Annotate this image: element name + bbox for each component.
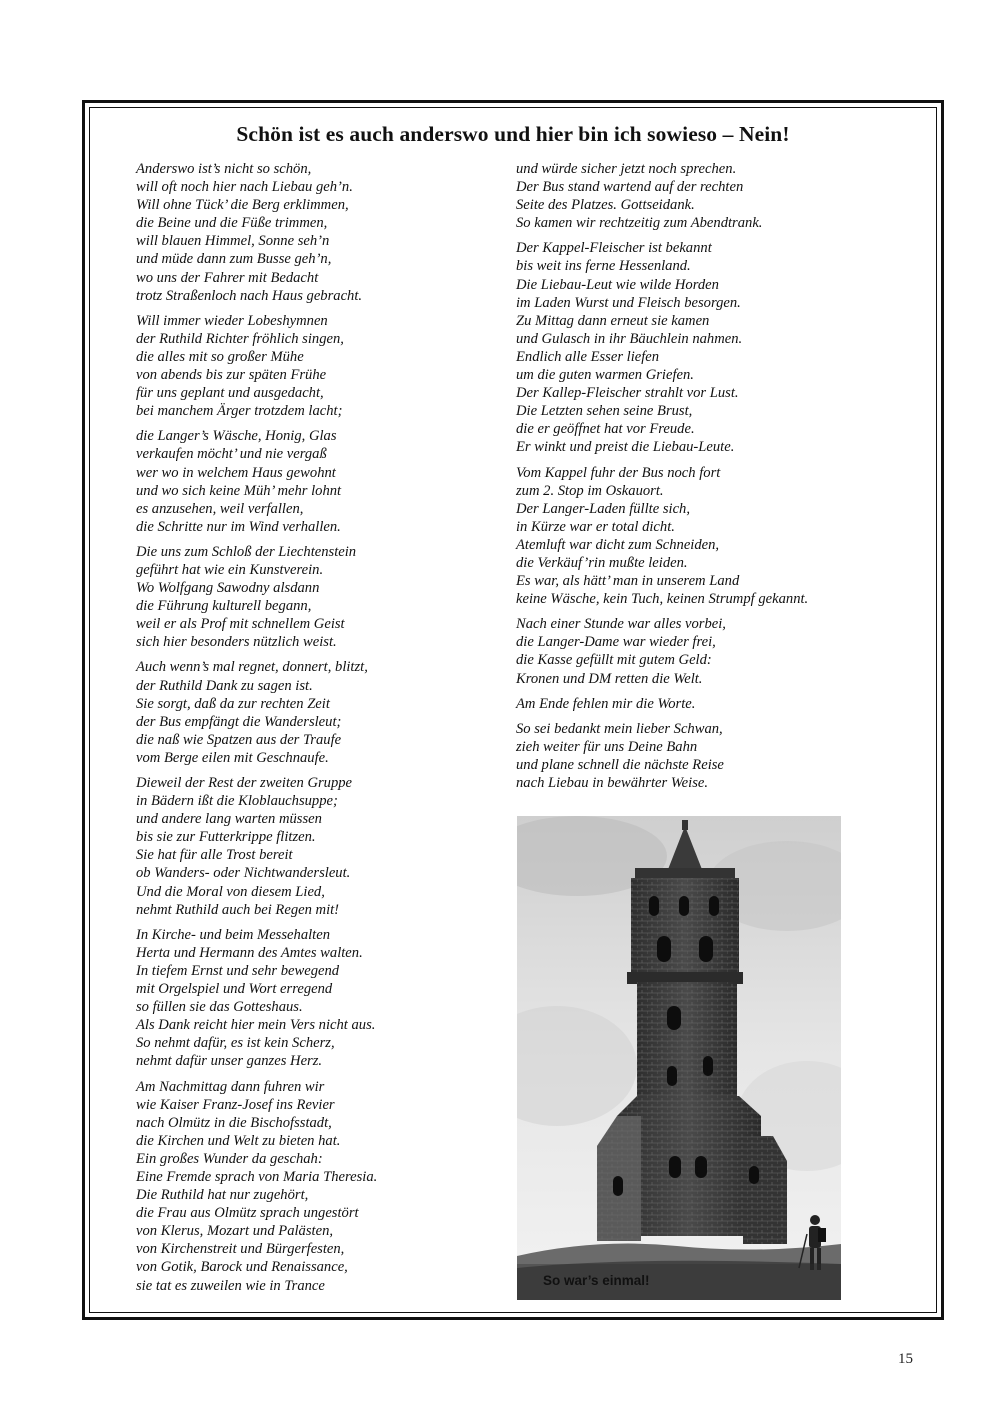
tower-photo [517, 816, 841, 1300]
poem-line: In Kirche- und beim Messehalten [136, 926, 330, 943]
poem-line: Der Langer-Laden füllte sich, [516, 500, 691, 517]
poem-line: Vom Kappel fuhr der Bus noch fort [516, 464, 721, 481]
poem-line: der Ruthild Richter fröhlich singen, [136, 330, 344, 347]
poem-line: weil er als Prof mit schnellem Geist [136, 616, 345, 633]
poem-line: und andere lang warten müssen [136, 811, 322, 828]
poem-line: sie tat es zuweilen wie in Trance [136, 1277, 325, 1294]
poem-line: will oft noch hier nach Liebau geh’n. [136, 179, 353, 196]
poem-line: die Frau aus Olmütz sprach ungestört [136, 1205, 359, 1222]
poem-stanza [136, 427, 476, 536]
poem-line: Nach einer Stunde war alles vorbei, [516, 616, 726, 633]
poem-right-column [516, 160, 916, 799]
poem-line: Seite des Platzes. Gottseidank. [516, 197, 695, 214]
poem-stanza [136, 312, 476, 421]
poem-stanza [136, 774, 476, 919]
poem-stanza [516, 160, 916, 232]
poem-line: nach Liebau in bewährter Weise. [516, 775, 708, 791]
poem-line: wo uns der Fahrer mit Bedacht [136, 269, 319, 286]
poem-line: nach Olmütz in die Bischofsstadt, [136, 1114, 332, 1131]
poem-line: Atemluft war dicht zum Schneiden, [516, 536, 720, 553]
photo-caption: So war’s einmal! [543, 1273, 650, 1288]
poem-line: Er winkt und preist die Liebau-Leute. [516, 439, 735, 456]
poem-stanza [516, 239, 916, 456]
poem-line: sich hier besonders nützlich weist. [136, 634, 337, 651]
poem-line: Eine Fremde sprach von Maria Theresia. [136, 1168, 378, 1185]
poem-line: Auch wenn’s mal regnet, donnert, blitzt, [136, 659, 368, 676]
poem-line: nehmt dafür unser ganzes Herz. [136, 1053, 323, 1070]
article-title: Schön ist es auch anderswo und hier bin ich sowieso – Nein! [236, 122, 790, 146]
poem-line: Will immer wieder Lobeshymnen [136, 312, 328, 329]
poem-line: Anderswo ist’s nicht so schön, [136, 161, 312, 177]
poem-stanza [136, 1078, 476, 1295]
poem-line: Es war, als hätt’ man in unserem Land [516, 573, 740, 590]
poem-stanza [516, 615, 916, 687]
poem-line: der Ruthild Dank zu sagen ist. [136, 677, 313, 694]
poem-line: Die Ruthild hat nur zugehört, [136, 1187, 309, 1204]
poem-line: Der Kallep-Fleischer strahlt vor Lust. [516, 385, 739, 402]
poem-line: Sie hat für alle Trost bereit [136, 847, 293, 864]
poem-line: Die uns zum Schloß der Liechtenstein [136, 543, 357, 560]
poem-line: wer wo in welchem Haus gewohnt [136, 464, 336, 481]
poem-line: keine Wäsche, kein Tuch, keinen Strumpf gekannt. [516, 591, 809, 608]
poem-line: Ein großes Wunder da geschah: [136, 1150, 323, 1167]
poem-line: will blauen Himmel, Sonne seh’n [136, 233, 330, 250]
poem-line: trotz Straßenloch nach Haus gebracht. [136, 287, 363, 304]
poem-line: zieh weiter für uns Deine Bahn [516, 738, 698, 755]
poem-line: die naß wie Spatzen aus der Traufe [136, 731, 342, 748]
poem-line: in Kürze war er total dicht. [516, 518, 675, 535]
poem-line: vom Berge eilen mit Geschnaufe. [136, 749, 329, 766]
poem-line: für uns geplant und ausgedacht, [136, 385, 324, 402]
poem-line: Will ohne Tück’ die Berg erklimmen, [136, 197, 349, 214]
poem-line: der Bus empfängt die Wandersleut; [136, 713, 342, 730]
poem-line: Kronen und DM retten die Welt. [516, 670, 703, 687]
poem-line: Sie sorgt, daß da zur rechten Zeit [136, 695, 330, 712]
poem-line: Herta und Hermann des Amtes walten. [136, 944, 363, 961]
poem-line: Endlich alle Esser liefen [516, 348, 660, 365]
poem-line: bis weit ins ferne Hessenland. [516, 258, 691, 275]
poem-stanza [136, 926, 476, 1071]
article-frame-inner [89, 107, 937, 1313]
poem-line: und Gulasch in ihr Bäuchlein nahmen. [516, 330, 743, 347]
poem-stanza [516, 464, 916, 609]
poem-line: die Langer’s Wäsche, Honig, Glas [136, 428, 337, 445]
poem-line: So nehmt dafür, es ist kein Scherz, [136, 1035, 335, 1052]
poem-line: ob Wanders- oder Nichtwandersleut. [136, 865, 351, 882]
page-number: 15 [898, 1351, 913, 1367]
poem-line: So kamen wir rechtzeitig zum Abendtrank. [516, 215, 763, 232]
poem-stanza [516, 695, 916, 713]
poem-line: und plane schnell die nächste Reise [516, 756, 724, 773]
poem-stanza [136, 658, 476, 767]
poem-line: so füllen sie das Gotteshaus. [136, 999, 303, 1016]
poem-stanza [136, 160, 476, 305]
poem-line: die Kirchen und Welt zu bieten hat. [136, 1132, 341, 1149]
poem-line: Am Nachmittag dann fuhren wir [136, 1078, 325, 1095]
poem-line: im Laden Wurst und Fleisch besorgen. [516, 294, 741, 311]
poem-line: von Kirchenstreit und Bürgerfesten, [136, 1241, 345, 1258]
poem-line: und wo sich keine Müh’ mehr lohnt [136, 482, 342, 499]
poem-line: in Bädern ißt die Kloblauchsuppe; [136, 793, 338, 810]
poem-line: verkaufen möcht’ und nie vergaß [136, 446, 327, 463]
poem-line: die Langer-Dame war wieder frei, [516, 634, 716, 651]
poem-line: Der Kappel-Fleischer ist bekannt [516, 240, 712, 257]
poem-line: die alles mit so großer Mühe [136, 348, 304, 365]
poem-left-column [136, 160, 476, 1302]
poem-line: Am Ende fehlen mir die Worte. [516, 695, 696, 712]
poem-line: Die Letzten sehen seine Brust, [516, 403, 693, 420]
article-frame [82, 100, 944, 1320]
poem-line: bei manchem Ärger trotzdem lacht; [136, 403, 343, 420]
poem-line: Und die Moral von diesem Lied, [136, 883, 325, 900]
poem-line: geführt hat wie ein Kunstverein. [136, 561, 324, 578]
poem-line: Als Dank reicht hier mein Vers nicht aus. [136, 1017, 376, 1034]
poem-line: von Klerus, Mozart und Palästen, [136, 1223, 334, 1240]
poem-stanza [136, 543, 476, 652]
poem-line: die Verkäuf’rin mußte leiden. [516, 554, 688, 571]
poem-line: Dieweil der Rest der zweiten Gruppe [136, 775, 353, 791]
poem-line: mit Orgelspiel und Wort erregend [136, 981, 333, 998]
poem-line: Wo Wolfgang Sawodny alsdann [136, 580, 320, 597]
poem-line: die Kasse gefüllt mit gutem Geld: [516, 652, 712, 669]
poem-line: die er geöffnet hat vor Freude. [516, 421, 695, 438]
poem-line: wie Kaiser Franz-Josef ins Revier [136, 1096, 335, 1113]
poem-line: die Beine und die Füße trimmen, [136, 215, 328, 232]
tower-illustration [517, 816, 841, 1300]
poem-line: So sei bedankt mein lieber Schwan, [516, 720, 723, 737]
poem-line: um die guten warmen Griefen. [516, 367, 694, 384]
poem-line: Zu Mittag dann erneut sie kamen [516, 312, 710, 329]
poem-line: die Schritte nur im Wind verhallen. [136, 518, 341, 535]
poem-line: es anzusehen, weil verfallen, [136, 500, 304, 517]
poem-line: und müde dann zum Busse geh’n, [136, 251, 332, 268]
poem-stanza [516, 720, 916, 792]
poem-line: von Gotik, Barock und Renaissance, [136, 1259, 348, 1276]
poem-line: die Führung kulturell begann, [136, 598, 312, 615]
poem-line: und würde sicher jetzt noch sprechen. [516, 161, 737, 177]
poem-line: In tiefem Ernst und sehr bewegend [136, 962, 340, 979]
poem-line: Die Liebau-Leut wie wilde Horden [516, 276, 719, 293]
poem-line: von abends bis zur späten Frühe [136, 367, 327, 384]
poem-line: Der Bus stand wartend auf der rechten [516, 179, 744, 196]
poem-line: zum 2. Stop im Oskauort. [516, 482, 664, 499]
poem-line: nehmt Ruthild auch bei Regen mit! [136, 901, 340, 918]
poem-line: bis sie zur Futterkrippe flitzen. [136, 829, 316, 846]
